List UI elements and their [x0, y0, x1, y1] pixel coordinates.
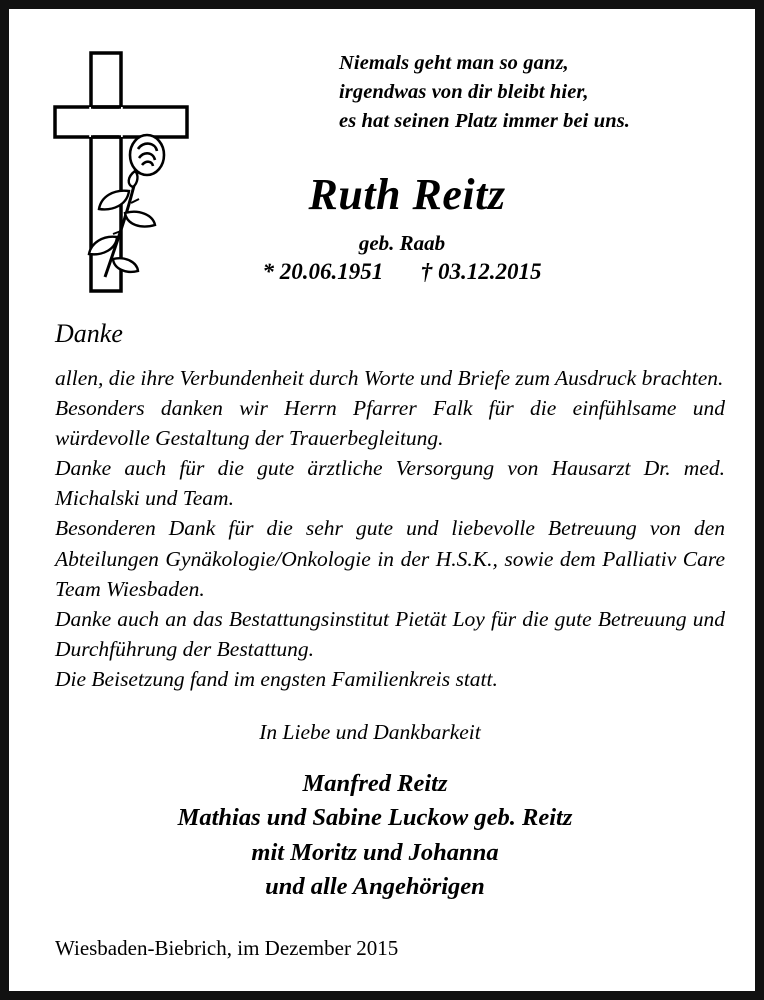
life-dates — [49, 259, 755, 285]
thanks-paragraph: Die Beisetzung fand im engsten Familienkreis statt. — [55, 666, 498, 691]
thanks-paragraph: Danke auch für die gute ärztliche Versorgung von Hausarzt Dr. med. Michalski und Team. — [55, 456, 725, 511]
obituary-card — [9, 9, 755, 991]
thanks-paragraph: Danke auch an das Bestattungsinstitut Pietät Loy für die gute Betreuung und Durchführung der Bestattung. — [55, 606, 725, 661]
place-and-date: Wiesbaden-Biebrich, im Dezember 2015 — [55, 936, 399, 960]
thanks-paragraph: allen, die ihre Verbundenheit durch Worte und Briefe zum Ausdruck brachten. — [55, 366, 724, 390]
memorial-verse — [339, 49, 729, 136]
family-line: mit Moritz und Johanna — [251, 838, 499, 866]
deceased-name-text: Ruth Reitz — [308, 170, 506, 219]
verse-line-2: irgendwas von dir bleibt hier, — [339, 81, 589, 104]
family-line: und alle Angehörigen — [265, 872, 485, 900]
maiden-name: geb. Raab — [358, 231, 446, 255]
closing-line: In Liebe und Dankbarkeit — [259, 720, 481, 745]
thanks-paragraph: Besonders danken wir Herrn Pfarrer Falk für die einfühlsame und würdevolle Gestaltung der Trauerbegleitung. — [55, 396, 725, 451]
deceased-name — [9, 169, 755, 220]
verse-line-1: Niemals geht man so ganz, — [339, 52, 569, 74]
birth-date: * 20.06.1951 — [262, 259, 384, 284]
header-area — [9, 9, 755, 299]
thanks-heading: Danke — [55, 319, 123, 348]
verse-line-3: es hat seinen Platz immer bei uns. — [339, 110, 631, 133]
death-date: † 03.12.2015 — [420, 259, 542, 284]
family-signature — [55, 767, 725, 904]
obituary-body — [55, 319, 725, 904]
family-line: Mathias und Sabine Luckow geb. Reitz — [177, 804, 573, 832]
thanks-paragraph: Besonderen Dank für die sehr gute und liebevolle Betreuung von den Abteilungen Gynäkologie/Onkologie in der H.S.K., sowie dem Palliativ Care Team Wiesbaden. — [55, 516, 725, 601]
family-line: Manfred Reitz — [302, 770, 448, 798]
